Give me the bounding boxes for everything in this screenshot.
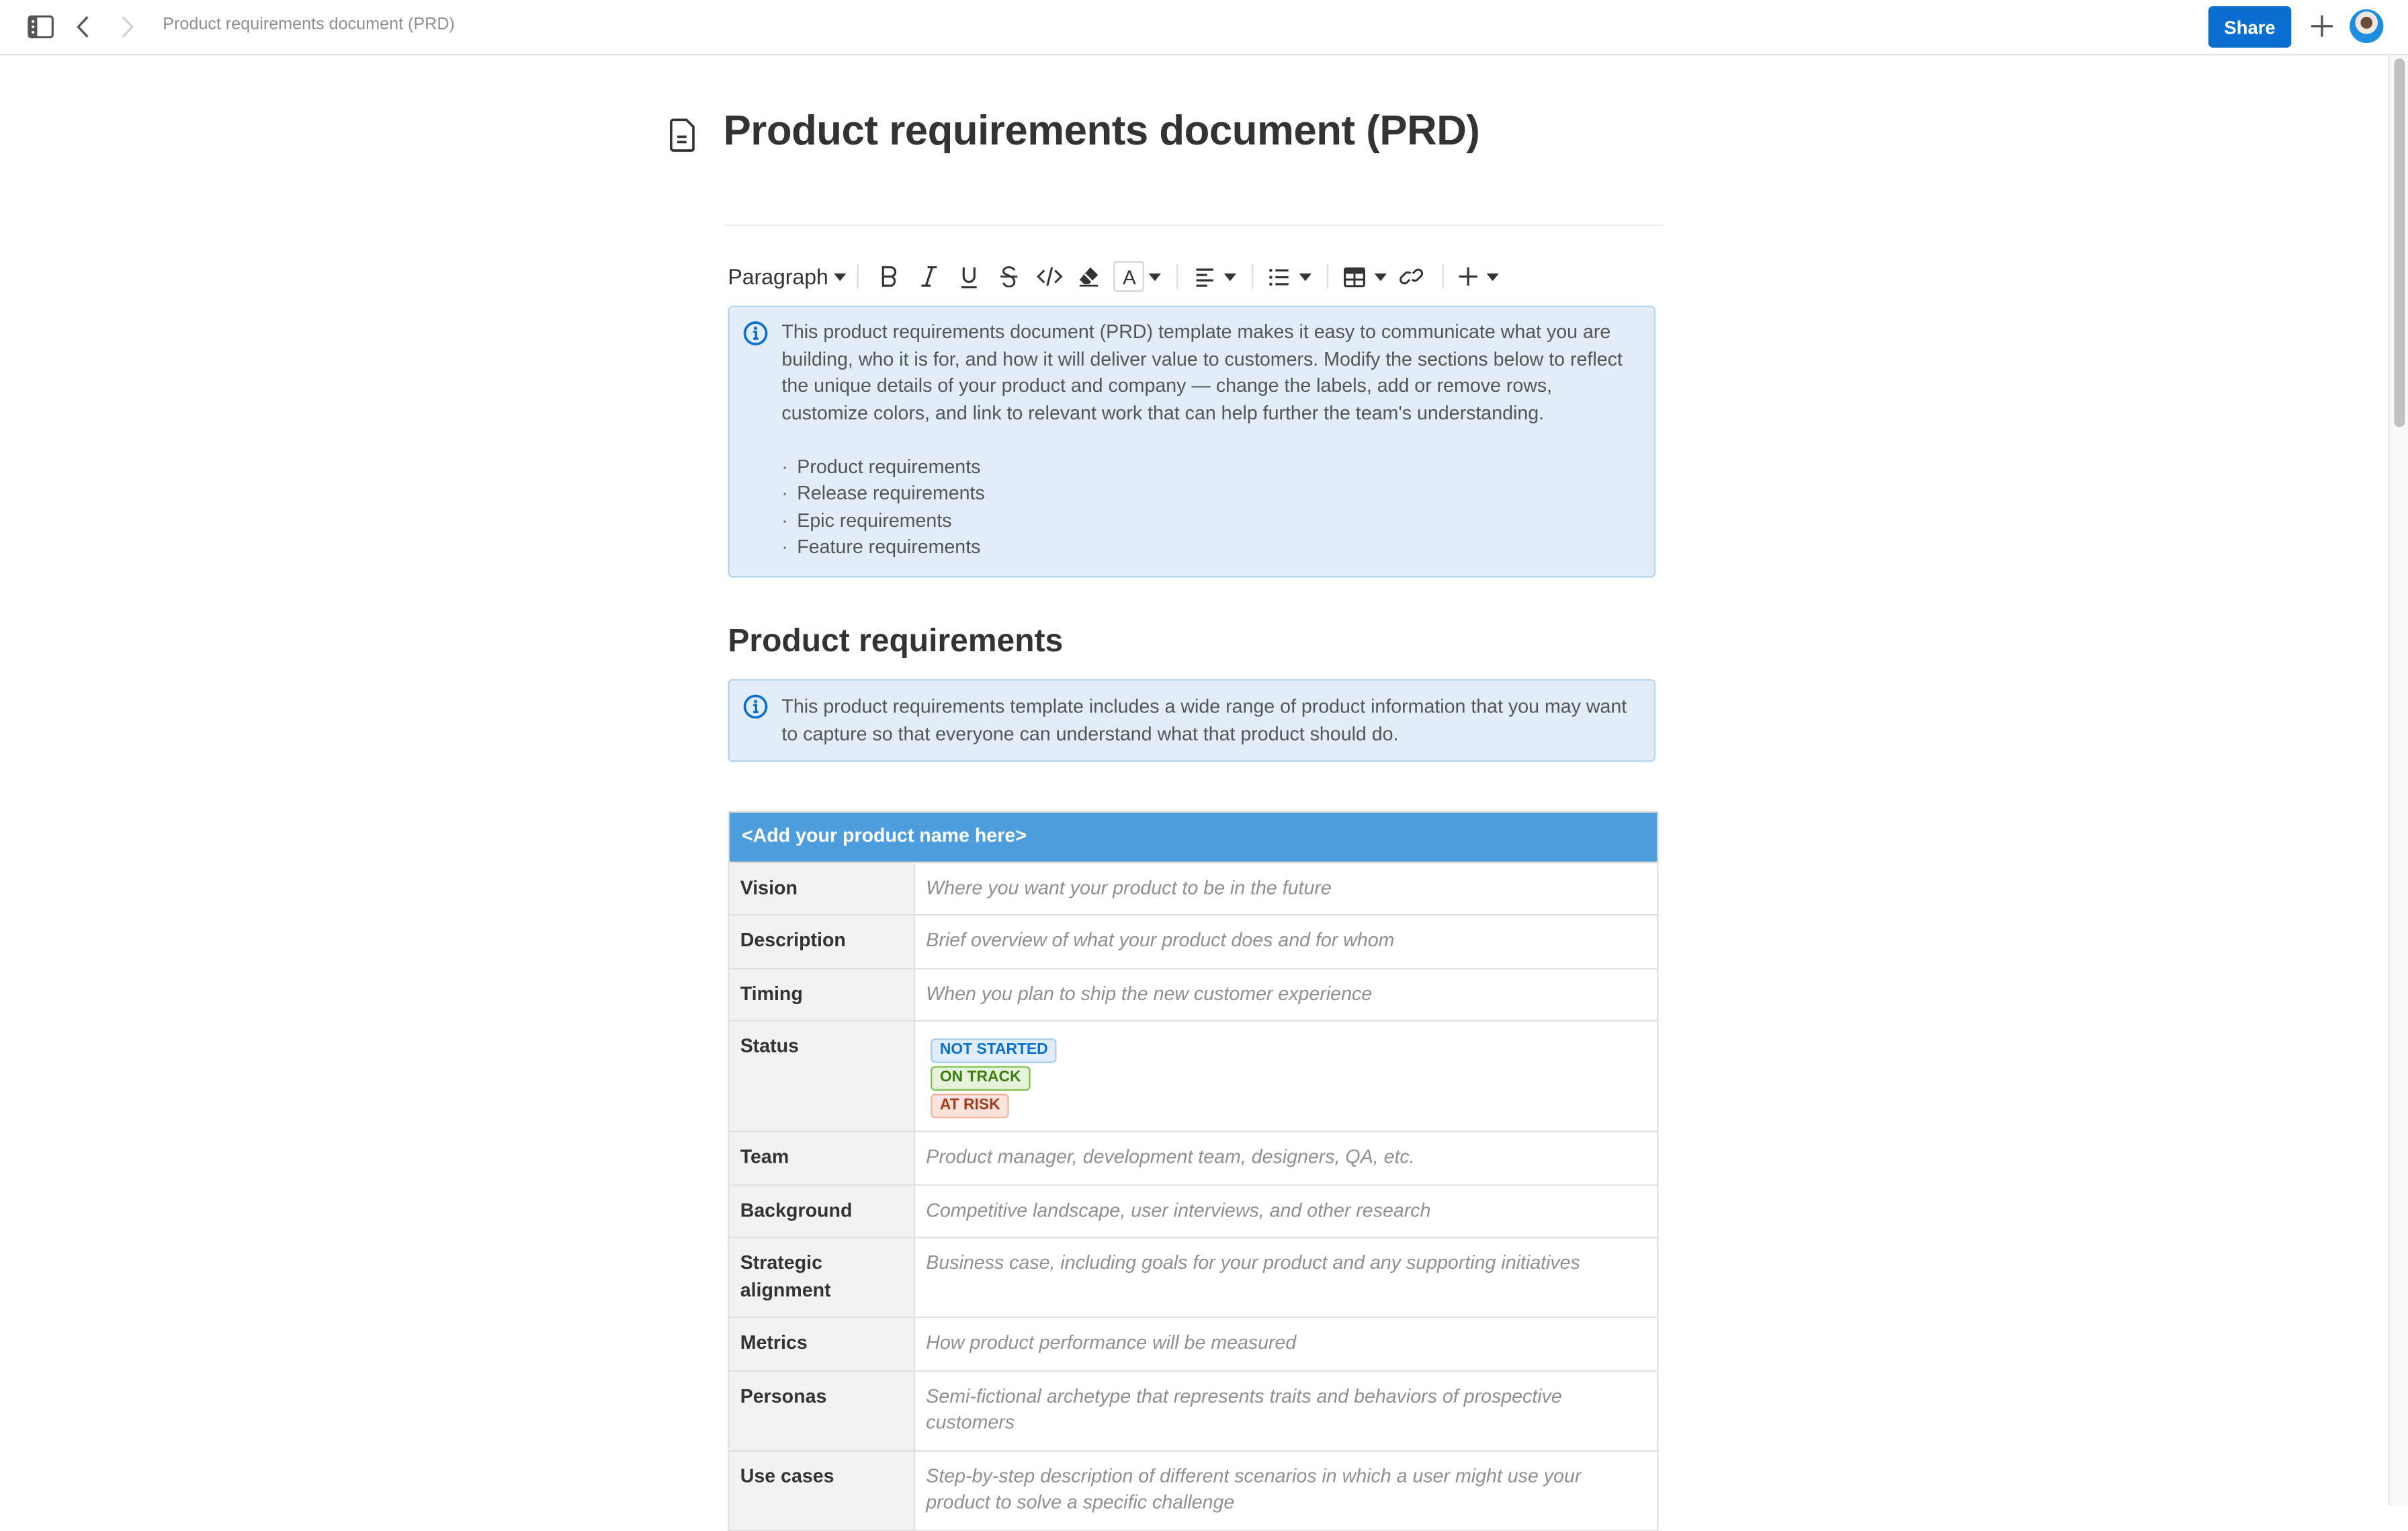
strikethrough-button[interactable] <box>990 259 1029 293</box>
scrollbar[interactable] <box>2388 55 2408 1505</box>
row-value[interactable]: Where you want your product to be in the future <box>914 862 1658 915</box>
document-icon <box>670 118 696 160</box>
row-value[interactable]: Business case, including goals for your product and any supporting initiatives <box>914 1237 1658 1317</box>
editor-toolbar <box>728 258 1504 295</box>
table-row <box>729 915 1658 968</box>
table-row <box>729 1370 1658 1450</box>
table-dropdown[interactable] <box>1371 259 1392 293</box>
intro-info-list <box>781 454 1641 561</box>
table-row <box>729 1021 1658 1132</box>
row-label[interactable]: Background <box>729 1184 915 1237</box>
chevron-down-icon <box>1225 273 1237 280</box>
list-dropdown[interactable] <box>1295 259 1317 293</box>
status-badge-at-risk[interactable]: AT RISK <box>931 1093 1009 1118</box>
text-color-icon: A <box>1122 265 1136 288</box>
row-value[interactable]: Competitive landscape, user interviews, and other research <box>914 1184 1658 1237</box>
share-button[interactable]: Share <box>2208 6 2291 48</box>
table-header[interactable]: <Add your product name here> <box>729 812 1658 862</box>
section-info-text: This product requirements template includes a wide range of product information that you may want to capture so that everyone can understand what that product should do. <box>781 696 1627 745</box>
status-cell[interactable] <box>914 1021 1658 1132</box>
row-label[interactable]: Timing <box>729 968 915 1021</box>
plus-icon <box>1459 267 1477 286</box>
bullet-list-icon <box>1269 267 1291 287</box>
chevron-down-icon <box>1375 273 1387 280</box>
section-info-panel <box>728 679 1656 761</box>
link-button[interactable] <box>1392 259 1432 293</box>
align-left-icon <box>1195 267 1215 287</box>
row-label[interactable]: Description <box>729 915 915 968</box>
bold-button[interactable] <box>870 259 910 293</box>
list-item: · Release requirements <box>781 481 1641 507</box>
chevron-down-icon <box>1487 273 1499 280</box>
row-value[interactable]: How product performance will be measured <box>914 1317 1658 1370</box>
insert-dropdown[interactable] <box>1483 259 1504 293</box>
italic-icon <box>920 265 939 287</box>
chevron-down-icon <box>1300 273 1312 280</box>
list-item: · Feature requirements <box>781 534 1641 561</box>
paragraph-style-label: Paragraph <box>728 264 828 289</box>
table-row <box>729 1317 1658 1370</box>
avatar[interactable] <box>2350 9 2383 43</box>
row-value[interactable]: Step-by-step description of different scenarios in which a user might use your product to solve a specific challenge <box>914 1450 1658 1530</box>
row-label[interactable]: Metrics <box>729 1317 915 1370</box>
insert-button[interactable] <box>1455 259 1482 293</box>
chevron-down-icon <box>834 273 847 280</box>
plus-icon[interactable] <box>2311 15 2333 37</box>
list-item: · Epic requirements <box>781 507 1641 534</box>
strikethrough-icon <box>1000 265 1019 287</box>
code-button[interactable] <box>1029 259 1069 293</box>
italic-button[interactable] <box>910 259 949 293</box>
underline-button[interactable] <box>949 259 989 293</box>
toolbar-divider <box>1252 264 1254 289</box>
status-badge-not-started[interactable]: NOT STARTED <box>931 1038 1057 1063</box>
toolbar-divider <box>1177 264 1178 289</box>
align-dropdown[interactable] <box>1220 259 1242 293</box>
intro-info-text-block <box>781 319 1641 561</box>
row-value[interactable]: Product manager, development team, designers, QA, etc. <box>914 1131 1658 1184</box>
list-item: · Product requirements <box>781 454 1641 481</box>
table-row <box>729 1131 1658 1184</box>
table-row <box>729 1184 1658 1237</box>
bold-icon <box>881 265 899 287</box>
info-icon <box>743 694 768 727</box>
breadcrumb[interactable]: Product requirements document (PRD) <box>163 15 455 34</box>
page-title[interactable]: Product requirements document (PRD) <box>723 107 1480 154</box>
toolbar-divider <box>1443 264 1444 289</box>
forward-arrow-icon[interactable] <box>120 15 135 38</box>
table-button[interactable] <box>1340 259 1371 293</box>
table-row <box>729 862 1658 915</box>
row-value[interactable]: Brief overview of what your product does and for whom <box>914 915 1658 968</box>
status-badge-on-track[interactable]: ON TRACK <box>931 1066 1030 1091</box>
table-row <box>729 1450 1658 1530</box>
list-button[interactable] <box>1264 259 1295 293</box>
table-row <box>729 1237 1658 1317</box>
toolbar-divider <box>857 264 859 289</box>
product-requirements-table <box>728 811 1658 1531</box>
intro-info-panel <box>728 306 1656 578</box>
sidebar-toggle-icon[interactable] <box>28 15 54 38</box>
chevron-down-icon <box>1150 273 1162 280</box>
code-icon <box>1037 265 1063 287</box>
align-button[interactable] <box>1189 259 1220 293</box>
scrollbar-thumb[interactable] <box>2394 58 2405 427</box>
section-heading: Product requirements <box>728 623 1064 659</box>
table-row <box>729 968 1658 1021</box>
row-label[interactable]: Status <box>729 1021 915 1132</box>
top-bar <box>0 0 2408 55</box>
text-color-button[interactable] <box>1114 261 1145 292</box>
table-icon <box>1344 267 1366 287</box>
row-value[interactable]: When you plan to ship the new customer experience <box>914 968 1658 1021</box>
underline-icon <box>960 265 978 288</box>
row-label[interactable]: Use cases <box>729 1450 915 1530</box>
text-color-dropdown[interactable] <box>1145 259 1166 293</box>
paragraph-style-dropdown[interactable] <box>728 259 847 293</box>
row-label[interactable]: Team <box>729 1131 915 1184</box>
intro-info-text: This product requirements document (PRD) template makes it easy to communicate what you are building, who it is for, and how it will deliver value to customers. Modify the sections below to reflect the unique details of your product and company — change the labels, add or remove rows, customize colors, and link to relevant work that can help further the team's understanding. <box>781 321 1623 423</box>
row-label[interactable]: Personas <box>729 1370 915 1450</box>
back-arrow-icon[interactable] <box>75 15 91 38</box>
row-label[interactable]: Strategic alignment <box>729 1237 915 1317</box>
row-label[interactable]: Vision <box>729 862 915 915</box>
info-icon <box>743 321 768 354</box>
row-value[interactable]: Semi-fictional archetype that represents traits and behaviors of prospective customers <box>914 1370 1658 1450</box>
toolbar-divider <box>1328 264 1329 289</box>
clear-format-button[interactable] <box>1070 259 1109 293</box>
eraser-icon <box>1078 265 1100 287</box>
title-divider <box>725 224 1664 226</box>
link-icon <box>1400 265 1424 287</box>
